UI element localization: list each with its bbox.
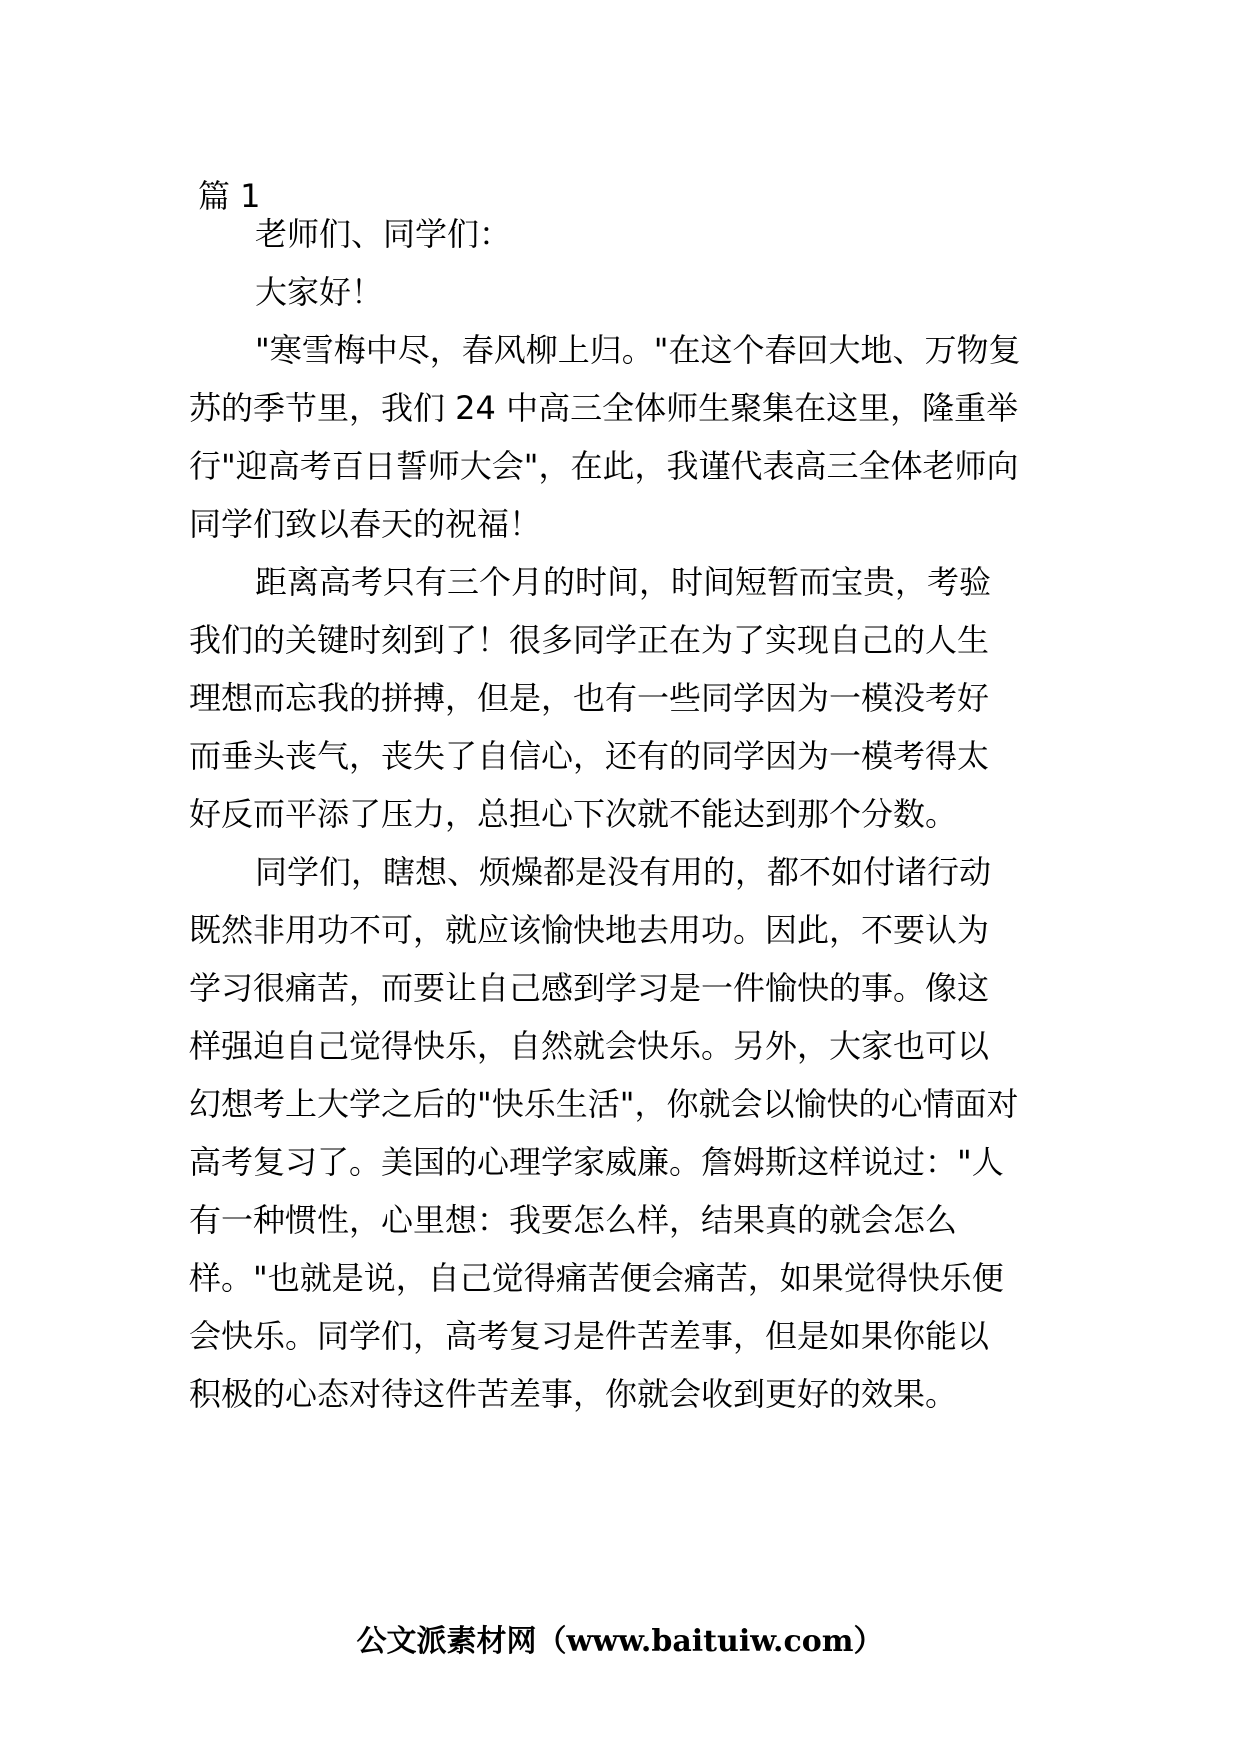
body-line-12: 学习很痛苦，而要让自己感到学习是一件愉快的事。像这 xyxy=(189,969,990,1007)
body-line-19: 积极的心态对待这件苦差事，你就会收到更好的效果。 xyxy=(189,1375,958,1413)
body-line-15: 高考复习了。美国的心理学家威廉。詹姆斯这样说过："人 xyxy=(189,1143,1004,1181)
section-heading: 篇 1 xyxy=(198,177,261,215)
body-line-8: 而垂头丧气，丧失了自信心，还有的同学因为一模考得太 xyxy=(189,737,990,775)
body-line-13: 样强迫自己觉得快乐，自然就会快乐。另外，大家也可以 xyxy=(189,1027,990,1065)
body-line-4: 同学们致以春天的祝福！ xyxy=(189,505,542,543)
salutation-line: 老师们、同学们： xyxy=(255,215,512,253)
greeting-line: 大家好！ xyxy=(255,273,384,311)
body-line-18: 会快乐。同学们，高考复习是件苦差事，但是如果你能以 xyxy=(189,1317,990,1355)
body-line-17: 样。"也就是说，自己觉得痛苦便会痛苦，如果觉得快乐便 xyxy=(189,1259,1004,1297)
body-line-9: 好反而平添了压力，总担心下次就不能达到那个分数。 xyxy=(189,795,958,833)
body-line-16: 有一种惯性，心里想：我要怎么样，结果真的就会怎么 xyxy=(189,1201,958,1239)
body-line-11: 既然非用功不可，就应该愉快地去用功。因此，不要认为 xyxy=(189,911,990,949)
body-line-5: 距离高考只有三个月的时间，时间短暂而宝贵，考验 xyxy=(255,563,992,601)
body-line-7: 理想而忘我的拼搏，但是，也有一些同学因为一模没考好 xyxy=(189,679,990,717)
body-line-2: 苏的季节里，我们 24 中高三全体师生聚集在这里，隆重举 xyxy=(189,389,1019,427)
body-line-3: 行"迎高考百日誓师大会"，在此，我谨代表高三全体老师向 xyxy=(189,447,1019,485)
body-line-6: 我们的关键时刻到了！很多同学正在为了实现自己的人生 xyxy=(189,621,990,659)
body-line-14: 幻想考上大学之后的"快乐生活"，你就会以愉快的心情面对 xyxy=(189,1085,1019,1123)
footer-watermark: 公文派素材网（www.baituiw.com） xyxy=(356,1624,884,1659)
body-line-10: 同学们，瞎想、烦燥都是没有用的，都不如付诸行动 xyxy=(255,853,992,891)
body-line-1: "寒雪梅中尽，春风柳上归。"在这个春回大地、万物复 xyxy=(255,331,1021,369)
